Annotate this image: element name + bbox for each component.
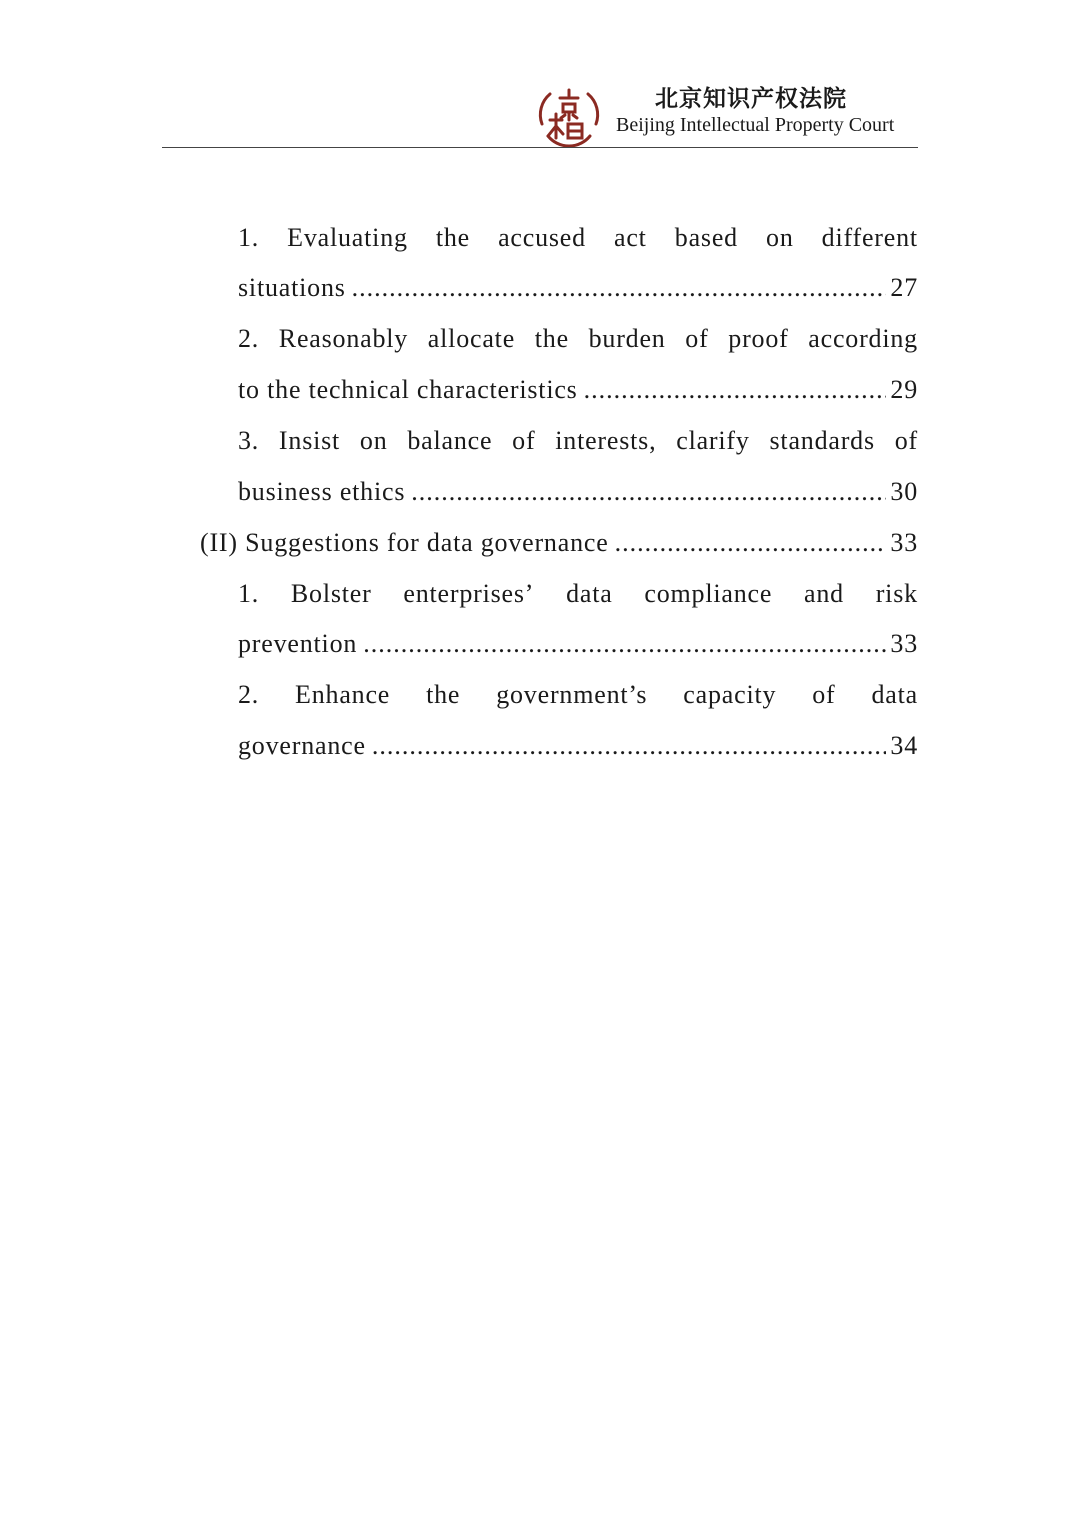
toc-entry-2-continuation[interactable]: to the technical characteristics ..... 29 <box>238 370 918 410</box>
toc-entry-4-continuation[interactable]: prevention ..... 33 <box>238 624 918 664</box>
dot-leader <box>372 726 887 766</box>
page-number: 29 <box>890 375 918 404</box>
dot-leader <box>363 624 886 664</box>
toc-entry-3-continuation[interactable]: business ethics ..... 30 <box>238 472 918 512</box>
toc-section-2[interactable]: (II) Suggestions for data governance ..... 33 <box>200 523 918 563</box>
toc-entry-3-title[interactable]: 3. Insist on balance of interests, clarify standards of <box>238 426 918 455</box>
toc-entry-2-title[interactable]: 2. Reasonably allocate the burden of proof according <box>238 324 918 353</box>
dot-leader <box>615 523 887 563</box>
toc-entry-1-continuation[interactable]: situations ..... 27 <box>238 268 918 308</box>
court-name-english: Beijing Intellectual Property Court <box>616 114 895 136</box>
dot-leader <box>411 472 886 512</box>
toc-entry-5-title[interactable]: 2. Enhance the government’s capacity of data <box>238 680 918 709</box>
toc-entry-4-title[interactable]: 1. Bolster enterprises’ data compliance and risk <box>238 579 918 608</box>
page-number: 33 <box>890 528 918 557</box>
court-seal-logo-icon <box>536 84 602 148</box>
toc-entry-1-title[interactable]: 1. Evaluating the accused act based on different <box>238 223 918 252</box>
page-number: 34 <box>890 731 918 760</box>
dot-leader <box>584 370 887 410</box>
page-number: 33 <box>890 629 918 658</box>
header-divider <box>162 147 918 148</box>
page-header <box>0 0 1080 160</box>
toc-entry-5-continuation[interactable]: governance ..... 34 <box>238 726 918 766</box>
page-number: 30 <box>890 477 918 506</box>
court-name-chinese: 北京知识产权法院 <box>655 86 847 112</box>
page-number: 27 <box>890 273 918 302</box>
dot-leader <box>352 268 887 308</box>
